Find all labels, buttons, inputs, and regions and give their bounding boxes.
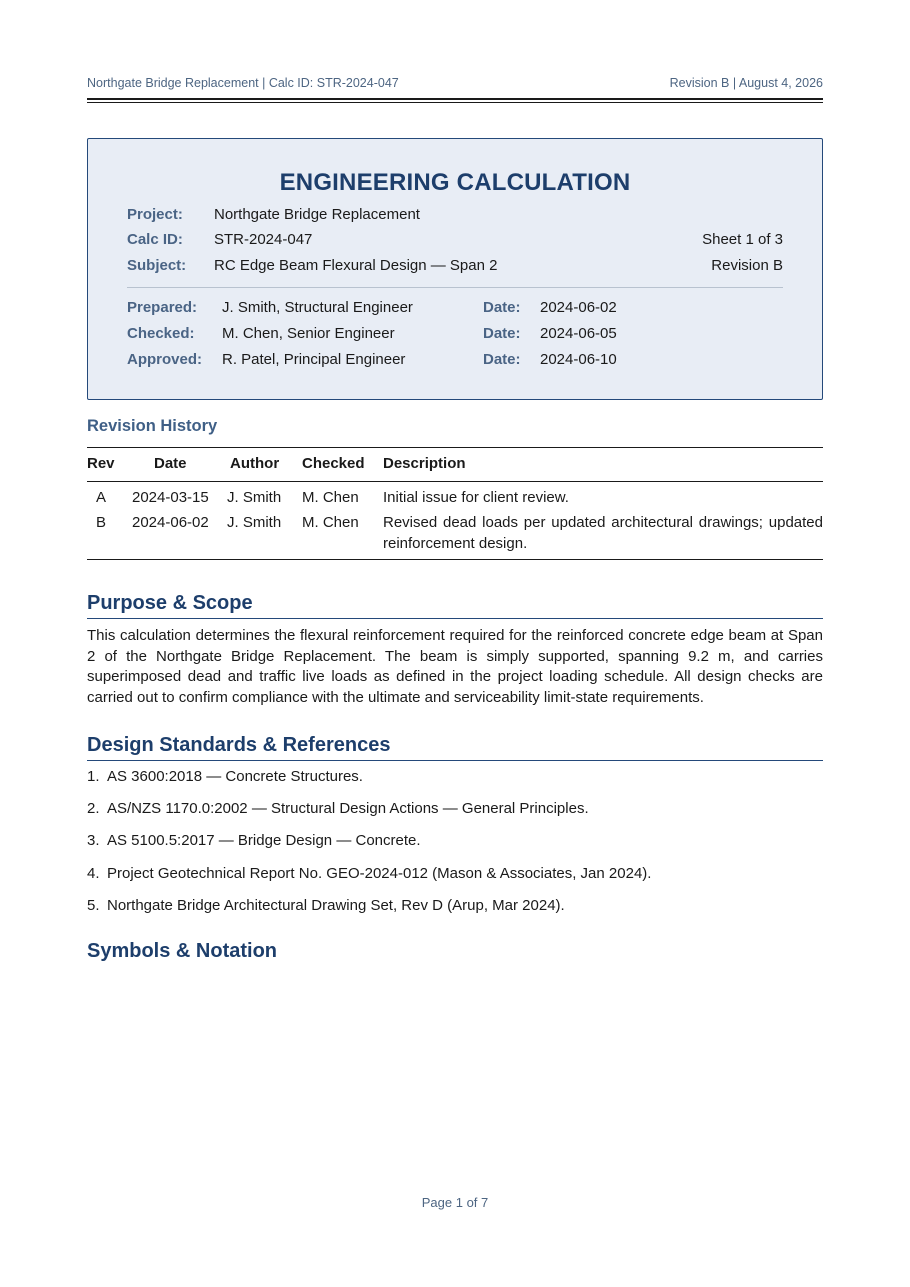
revision-history-heading: Revision History xyxy=(87,417,218,435)
subject-row xyxy=(127,256,783,276)
standards-heading: Design Standards & References xyxy=(87,734,823,761)
signoff-row xyxy=(127,350,783,370)
reference-text: AS/NZS 1170.0:2002 — Structural Design Actions — General Principles. xyxy=(107,800,589,817)
cell-checked: M. Chen xyxy=(302,489,359,506)
signoff-label: Prepared: xyxy=(127,299,198,316)
signoff-date: 2024-06-05 xyxy=(540,325,617,342)
signoff-date: 2024-06-10 xyxy=(540,351,617,368)
running-header-left: Northgate Bridge Replacement | Calc ID: STR-2024-047 xyxy=(87,76,399,90)
reference-item xyxy=(87,897,565,914)
signoff-row xyxy=(127,324,783,344)
running-header xyxy=(87,76,823,90)
reference-item xyxy=(87,832,421,849)
column-header-description: Description xyxy=(383,455,466,472)
cell-rev: B xyxy=(96,514,107,531)
reference-item xyxy=(87,865,651,882)
column-header-date: Date xyxy=(154,455,187,472)
reference-text: AS 5100.5:2017 — Bridge Design — Concrete. xyxy=(107,832,421,849)
signoff-date-label: Date: xyxy=(483,299,521,316)
symbols-heading: Symbols & Notation xyxy=(87,940,278,962)
purpose-paragraph: This calculation determines the flexural reinforcement required for the reinforced concrete edge beam at Span 2 of the Northgate Bridge Replacement. The beam is simply supported, spanning 9.2 m, and carries superimposed dead and traffic live loads as defined in the project loading schedule. All design checks are carried out to confirm compliance with the ultimate and serviceability limit-state requirements. xyxy=(87,627,823,707)
project-row xyxy=(127,205,783,225)
header-rule xyxy=(87,98,823,100)
header-rule-thin xyxy=(87,102,823,103)
cell-date: 2024-06-02 xyxy=(132,514,209,531)
sheet-number: Sheet 1 of 3 xyxy=(702,231,783,248)
signoff-name: R. Patel, Principal Engineer xyxy=(222,351,406,368)
project-value: Northgate Bridge Replacement xyxy=(214,206,420,223)
signoff-date: 2024-06-02 xyxy=(540,299,617,316)
purpose-heading: Purpose & Scope xyxy=(87,592,823,619)
page-number: Page 1 of 7 xyxy=(421,1195,489,1210)
cell-date: 2024-03-15 xyxy=(132,489,209,506)
signoff-label: Approved: xyxy=(127,351,202,368)
reference-number: 4. xyxy=(87,865,100,882)
reference-number: 2. xyxy=(87,800,100,817)
calc-id-value: STR-2024-047 xyxy=(214,231,313,248)
project-label: Project: xyxy=(127,206,183,223)
cell-author: J. Smith xyxy=(227,514,282,531)
reference-number: 3. xyxy=(87,832,100,849)
document-title: ENGINEERING CALCULATION xyxy=(279,169,631,196)
column-header-rev: Rev xyxy=(87,455,115,472)
table-header-rule xyxy=(87,481,823,482)
calc-id-row xyxy=(127,230,783,250)
revision-label: Revision B xyxy=(711,257,783,274)
signoff-name: J. Smith, Structural Engineer xyxy=(222,299,413,316)
document-page xyxy=(87,0,823,1287)
table-top-rule xyxy=(87,447,823,448)
reference-text: Project Geotechnical Report No. GEO-2024-012 (Mason & Associates, Jan 2024). xyxy=(107,865,652,882)
column-header-author: Author xyxy=(230,455,280,472)
reference-text: Northgate Bridge Architectural Drawing Set, Rev D (Arup, Mar 2024). xyxy=(107,897,565,914)
title-block-divider xyxy=(127,287,783,288)
cell-rev: A xyxy=(96,489,107,506)
reference-number: 5. xyxy=(87,897,100,914)
signoff-date-label: Date: xyxy=(483,351,521,368)
signoff-date-label: Date: xyxy=(483,325,521,342)
reference-number: 1. xyxy=(87,768,100,785)
reference-item xyxy=(87,768,363,785)
reference-text: AS 3600:2018 — Concrete Structures. xyxy=(107,768,363,785)
calc-id-label: Calc ID: xyxy=(127,231,183,248)
cell-description: Initial issue for client review. xyxy=(383,489,569,506)
signoff-label: Checked: xyxy=(127,325,195,342)
title-block xyxy=(87,138,823,400)
cell-description: Revised dead loads per updated architectural drawings; updated reinforcement design. xyxy=(383,514,823,552)
reference-item xyxy=(87,800,589,817)
cell-checked: M. Chen xyxy=(302,514,359,531)
running-header-right: Revision B | August 4, 2026 xyxy=(669,76,823,90)
signoff-row xyxy=(127,298,783,318)
table-bottom-rule xyxy=(87,559,823,560)
subject-label: Subject: xyxy=(127,257,187,274)
subject-value: RC Edge Beam Flexural Design — Span 2 xyxy=(214,257,498,274)
column-header-checked: Checked xyxy=(302,455,365,472)
signoff-name: M. Chen, Senior Engineer xyxy=(222,325,395,342)
cell-author: J. Smith xyxy=(227,489,282,506)
